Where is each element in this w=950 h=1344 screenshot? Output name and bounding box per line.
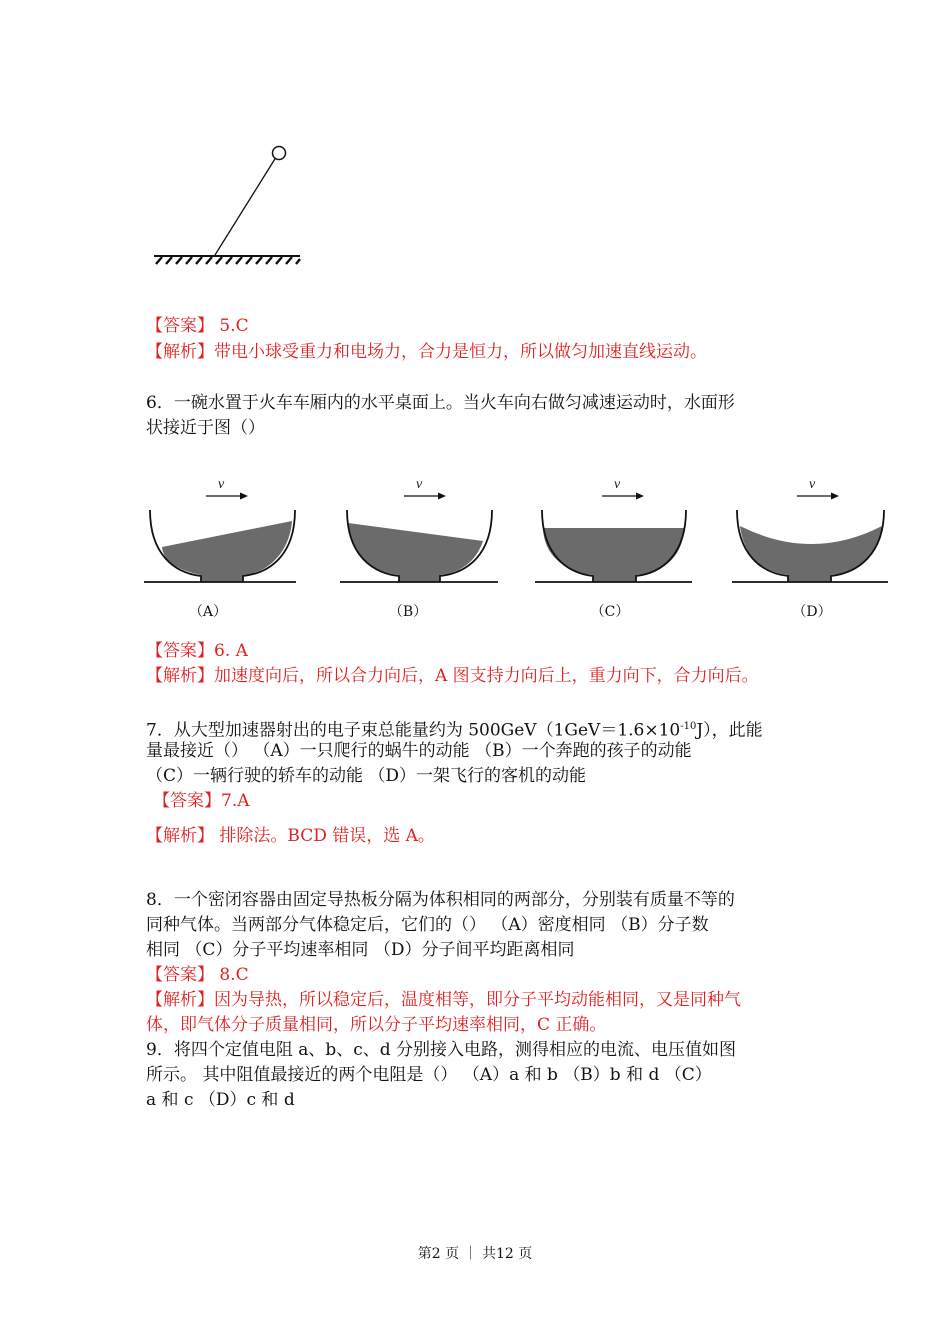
bowl-c-figure (535, 477, 692, 582)
caption-b: （B） (388, 604, 428, 620)
q9-stem-line1: 9．将四个定值电阻 a、b、c、d 分别接入电路，测得相应的电流、电压值如图 (146, 1040, 737, 1060)
q7-analysis: 【解析】 排除法。BCD 错误，选 A。 (146, 826, 435, 846)
q5-pendulum-figure (150, 140, 310, 270)
rod (215, 154, 278, 255)
ground-hatching (156, 257, 300, 264)
velocity-label-d: v (809, 477, 816, 492)
q7-exponent: -10 (680, 721, 697, 732)
q7-stem-line2: 量最接近（） （A）一只爬行的蜗牛的动能 （B）一个奔跑的孩子的动能 (146, 741, 692, 761)
bowl-b-figure (340, 477, 498, 582)
q6-analysis: 【解析】加速度向后，所以合力向后，A 图支持力向后上，重力向下，合力向后。 (146, 666, 759, 686)
q5-answer: 【答案】 5.C (146, 316, 249, 336)
q5-analysis: 【解析】带电小球受重力和电场力，合力是恒力，所以做匀加速直线运动。 (146, 342, 707, 362)
q7-answer: 【答案】7.A (153, 791, 250, 811)
q7-stem-line3: （C）一辆行驶的轿车的动能 （D）一架飞行的客机的动能 (146, 766, 587, 786)
caption-d: （D） (792, 604, 832, 620)
bowl-c-water (543, 528, 684, 582)
q8-stem-line1: 8．一个密闭容器由固定导热板分隔为体积相同的两部分，分别装有质量不等的 (146, 890, 735, 910)
q6-stem-line2: 状接近于图（） (146, 418, 265, 438)
caption-c: （C） (590, 604, 630, 620)
bowl-d-water (740, 526, 882, 582)
q9-stem-line2: 所示。 其中阻值最接近的两个电阻是（） （A）a 和 b （B）b 和 d （C） (146, 1065, 712, 1085)
q8-analysis-line1: 【解析】因为导热，所以稳定后，温度相等，即分子平均动能相同，又是同种气 (146, 990, 741, 1010)
bowl-d-figure (732, 477, 888, 582)
velocity-label-b: v (416, 477, 423, 492)
q8-analysis-line2: 体，即气体分子质量相同，所以分子平均速率相同，C 正确。 (146, 1015, 607, 1035)
bowl-a-figure (144, 477, 296, 582)
q8-stem-line2: 同种气体。当两部分气体稳定后，它们的（） （A）密度相同 （B）分子数 (146, 915, 709, 935)
q6-stem-line1: 6．一碗水置于火车车厢内的水平桌面上。当火车向右做匀减速运动时，水面形 (146, 393, 735, 413)
q8-answer: 【答案】 8.C (146, 965, 249, 985)
q6-bowl-figures (140, 470, 900, 600)
caption-a: （A） (188, 604, 228, 620)
q9-stem-line3: a 和 c （D）c 和 d (146, 1090, 295, 1110)
velocity-label-c: v (614, 477, 621, 492)
bowl-a-water (162, 521, 292, 582)
page-footer: 第2 页 ｜ 共12 页 (417, 1246, 533, 1262)
bowl-b-water (348, 523, 483, 582)
ball (273, 147, 286, 160)
q8-stem-line3: 相同 （C）分子平均速率相同 （D）分子间平均距离相同 (146, 940, 575, 960)
q6-answer: 【答案】6. A (146, 641, 248, 661)
q7-stem-line1: 7．从大型加速器射出的电子束总能量约为 $500GeV(1GeV=1.6\times 10^{-10}J)$，此能 (146, 720, 763, 741)
velocity-label-a: v (218, 477, 225, 492)
